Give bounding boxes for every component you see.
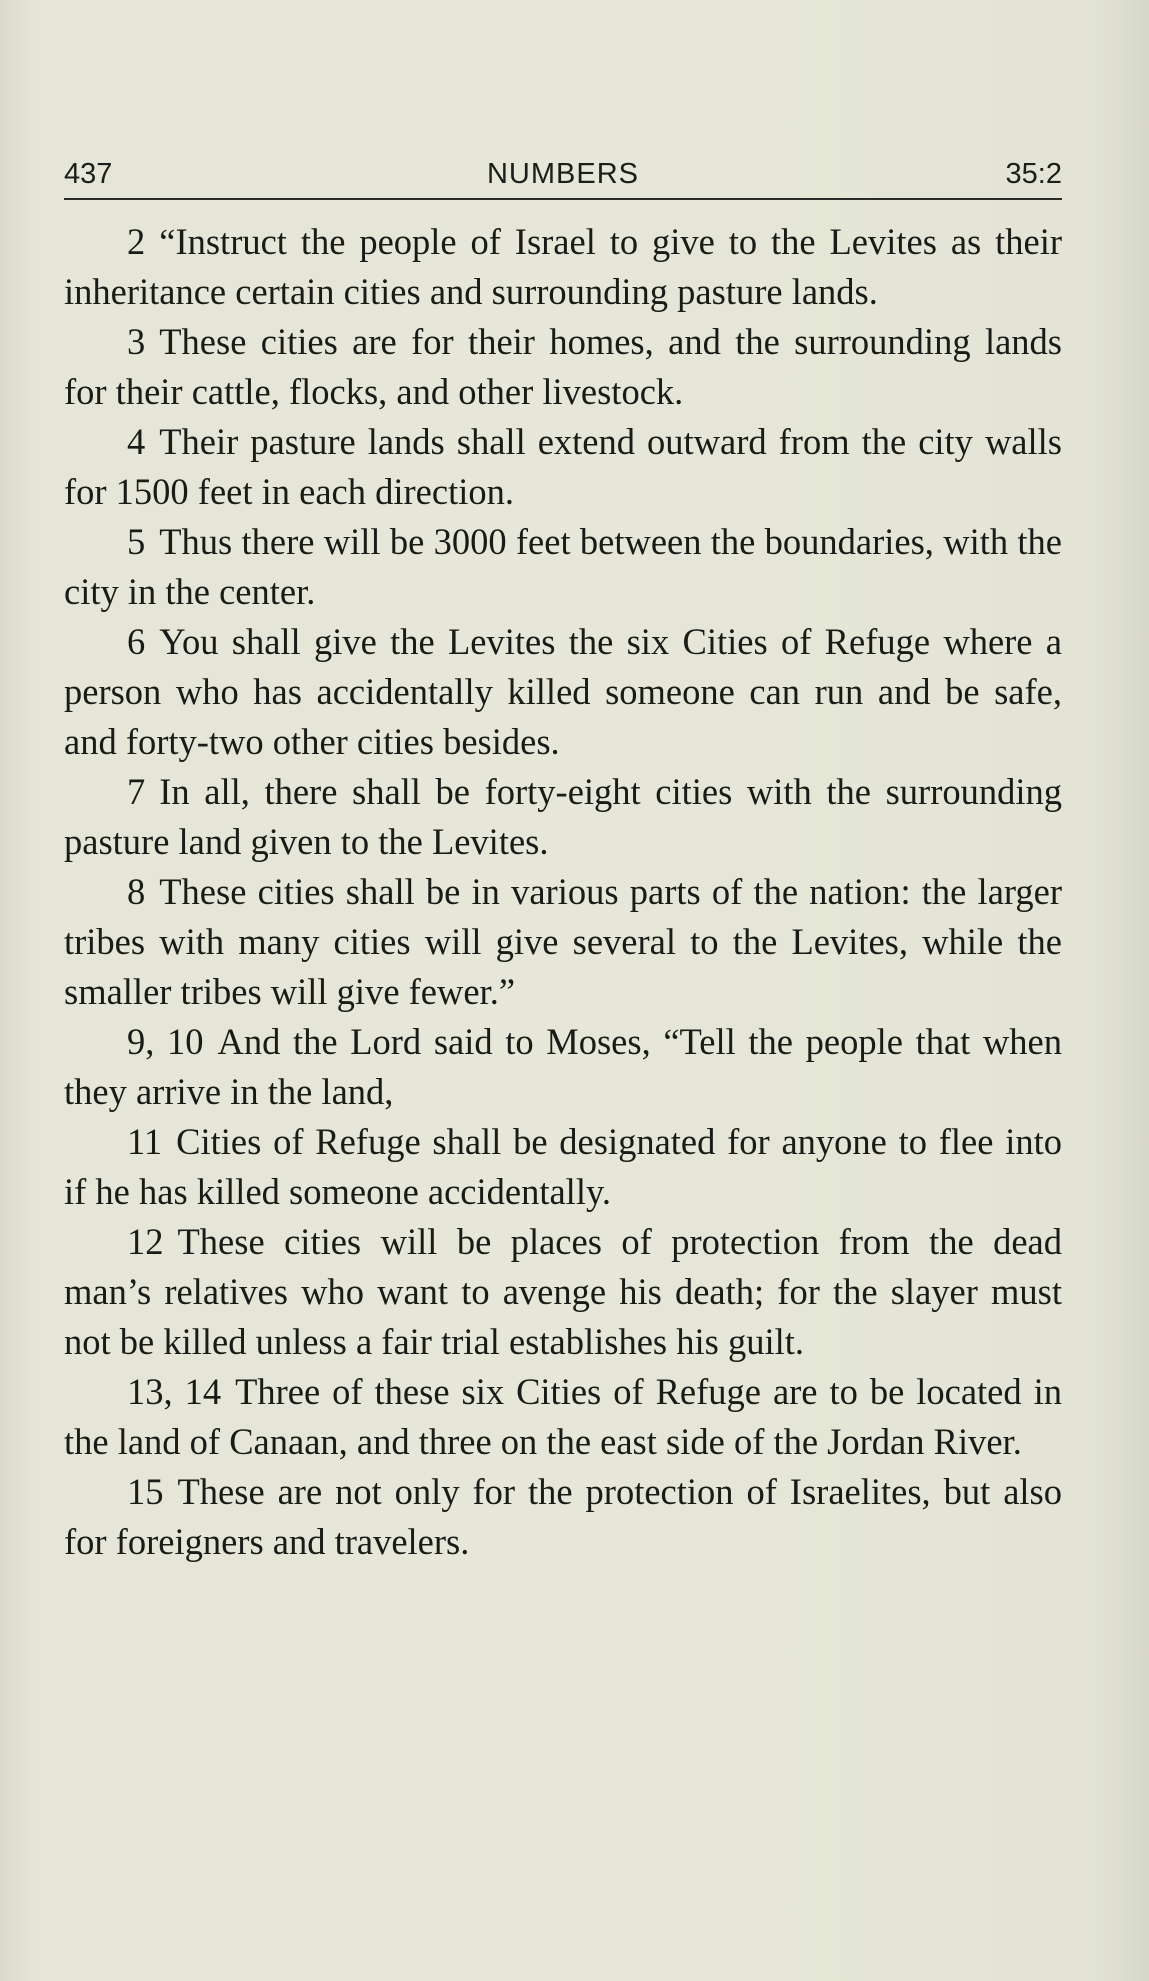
verse-text: Their pasture lands shall extend outward from the city walls for 1500 feet in each direction. [64,421,1062,512]
verse-paragraph [64,1117,1062,1217]
running-header [64,158,1062,200]
scripture-text [64,217,1062,1567]
verse-paragraph [64,617,1062,767]
verse-paragraph [64,1467,1062,1567]
verse-number: 9, 10 [127,1021,204,1062]
verse-text: In all, there shall be forty-eight cities with the surrounding pasture land given to the Levites. [64,771,1062,862]
verse-paragraph [64,1367,1062,1467]
verse-number: 13, 14 [127,1371,222,1412]
verse-paragraph [64,517,1062,617]
verse-text: Three of these six Cities of Refuge are to be located in the land of Canaan, and three on the east side of the Jordan River. [64,1371,1062,1462]
verse-text: Cities of Refuge shall be designated for anyone to flee into if he has killed someone accidentally. [64,1121,1062,1212]
verse-number: 7 [127,771,146,812]
verse-text: These cities will be places of protection from the dead man’s relatives who want to avenge his death; for the slayer must not be killed unless a fair trial establishes his guilt. [64,1221,1062,1362]
verse-text: These are not only for the protection of Israelites, but also for foreigners and travelers. [64,1471,1062,1562]
verse-number: 12 [127,1221,164,1262]
verse-paragraph [64,767,1062,867]
verse-paragraph [64,417,1062,517]
verse-number: 4 [127,421,146,462]
verse-text: These cities shall be in various parts of the nation: the larger tribes with many cities will give several to the Levites, while the smaller tribes will give fewer.” [64,871,1062,1012]
verse-number: 6 [127,621,146,662]
page-number: 437 [64,158,113,190]
verse-paragraph [64,217,1062,317]
verse-number: 11 [127,1121,163,1162]
verse-paragraph [64,867,1062,1017]
verse-number: 8 [127,871,146,912]
book-title: NUMBERS [486,158,639,190]
verse-number: 2 [127,221,146,262]
verse-number: 3 [127,321,146,362]
verse-text: And the Lord said to Moses, “Tell the people that when they arrive in the land, [64,1021,1062,1112]
verse-text: Thus there will be 3000 feet between the boundaries, with the city in the center. [64,521,1062,612]
verse-paragraph [64,1217,1062,1367]
verse-text: These cities are for their homes, and the surrounding lands for their cattle, flocks, and other livestock. [64,321,1062,412]
verse-text: You shall give the Levites the six Cities of Refuge where a person who has accidentally killed someone can run and be safe, and forty-two other cities besides. [64,621,1062,762]
verse-paragraph [64,317,1062,417]
verse-number: 5 [127,521,146,562]
verse-paragraph [64,1017,1062,1117]
chapter-verse-reference: 35:2 [1005,158,1062,190]
verse-number: 15 [127,1471,164,1512]
verse-text: “Instruct the people of Israel to give to the Levites as their inheritance certain cities and surrounding pasture lands. [64,221,1062,312]
